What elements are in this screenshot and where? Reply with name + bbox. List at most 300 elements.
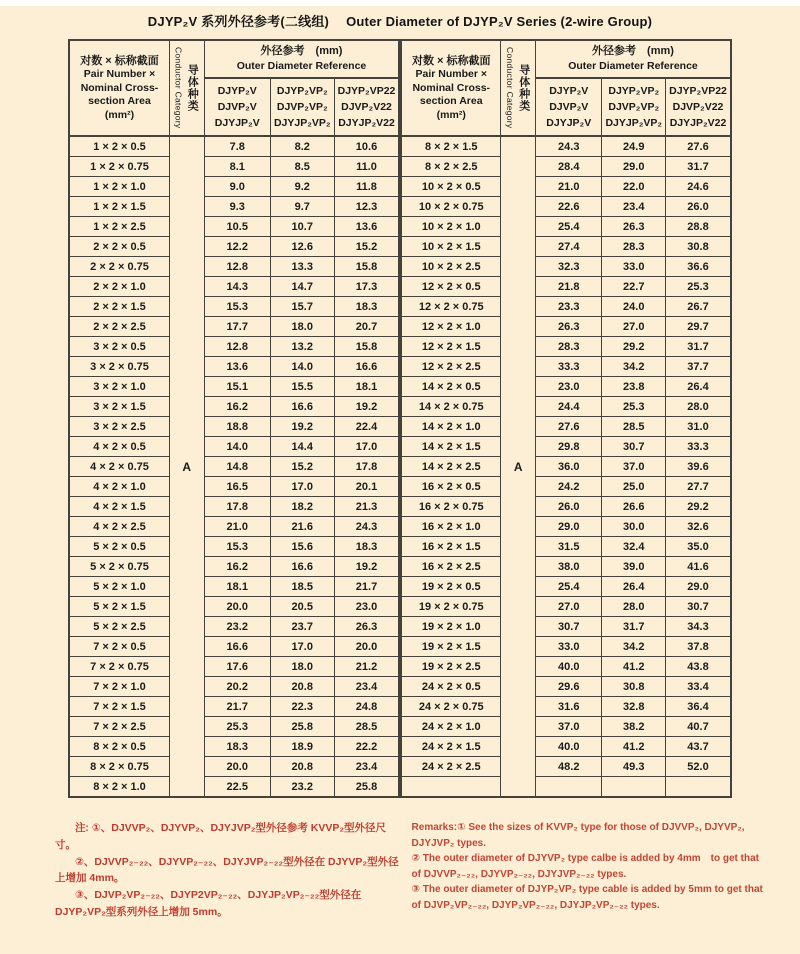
diameter-value-cell: 14.0 xyxy=(270,357,334,377)
table-row xyxy=(401,557,731,577)
diameter-value-cell: 30.7 xyxy=(666,597,731,617)
diameter-value-cell: 23.2 xyxy=(204,617,270,637)
table-row xyxy=(69,237,399,257)
type-column-header xyxy=(334,78,399,136)
table-row xyxy=(69,157,399,177)
type-name: DJYJP₂VP₂ xyxy=(605,117,663,130)
pair-size-cell: 16 × 2 × 1.5 xyxy=(401,537,501,557)
diameter-value-cell: 31.7 xyxy=(666,157,731,177)
diameter-value-cell: 15.5 xyxy=(270,377,334,397)
pair-header-line: (mm²) xyxy=(104,108,135,121)
pair-size-cell: 10 × 2 × 0.75 xyxy=(401,197,501,217)
type-name: DJYJP₂V xyxy=(214,117,260,130)
remarks-english xyxy=(412,820,770,921)
diameter-value-cell: 23.7 xyxy=(270,617,334,637)
table-row xyxy=(401,317,731,337)
pair-size-cell: 16 × 2 × 0.5 xyxy=(401,477,501,497)
table-row xyxy=(401,237,731,257)
diameter-value-cell: 19.2 xyxy=(334,397,399,417)
diameter-value-cell: 15.1 xyxy=(204,377,270,397)
diameter-value-cell: 20.8 xyxy=(270,757,334,777)
diameter-value-cell: 18.3 xyxy=(204,737,270,757)
pair-size-cell: 7 × 2 × 1.5 xyxy=(69,697,169,717)
diameter-value-cell: 18.5 xyxy=(270,577,334,597)
diameter-value-cell: 37.0 xyxy=(602,457,666,477)
diameter-value-cell: 22.4 xyxy=(334,417,399,437)
diameter-value-cell: 24.9 xyxy=(602,136,666,157)
diameter-value-cell: 27.0 xyxy=(536,597,602,617)
table-row xyxy=(401,417,731,437)
diameter-value-cell: 34.3 xyxy=(666,617,731,637)
type-name: DJVP₂V xyxy=(549,100,589,113)
pair-size-cell: 8 × 2 × 1.0 xyxy=(69,777,169,798)
diameter-value-cell: 18.0 xyxy=(270,657,334,677)
diameter-value-cell: 31.7 xyxy=(666,337,731,357)
table-row xyxy=(69,377,399,397)
diameter-value-cell: 23.8 xyxy=(602,377,666,397)
pair-size-cell: 12 × 2 × 0.75 xyxy=(401,297,501,317)
type-column-header xyxy=(536,78,602,136)
table-row xyxy=(69,777,399,798)
pair-size-cell: 1 × 2 × 1.5 xyxy=(69,197,169,217)
diameter-value-cell: 25.3 xyxy=(204,717,270,737)
pair-size-cell: 10 × 2 × 1.5 xyxy=(401,237,501,257)
diameter-value-cell: 9.2 xyxy=(270,177,334,197)
diameter-value-cell: 9.7 xyxy=(270,197,334,217)
pair-size-cell: 14 × 2 × 0.5 xyxy=(401,377,501,397)
diameter-value-cell: 37.8 xyxy=(666,637,731,657)
diameter-table-left xyxy=(68,39,400,798)
diameter-value-cell: 28.5 xyxy=(602,417,666,437)
table-body-left xyxy=(69,136,399,797)
diameter-value-cell: 39.0 xyxy=(602,557,666,577)
table-row xyxy=(401,437,731,457)
type-column-header xyxy=(602,78,666,136)
pair-size-cell: 5 × 2 × 1.5 xyxy=(69,597,169,617)
table-row xyxy=(69,737,399,757)
diameter-value-cell: 35.0 xyxy=(666,537,731,557)
conductor-category-value: A xyxy=(169,136,204,797)
pair-size-cell: 5 × 2 × 2.5 xyxy=(69,617,169,637)
pair-size-cell xyxy=(401,777,501,798)
pair-size-cell: 16 × 2 × 2.5 xyxy=(401,557,501,577)
table-row xyxy=(69,477,399,497)
table-header xyxy=(69,40,399,136)
pair-header-line: (mm²) xyxy=(436,108,466,121)
diameter-value-cell: 32.8 xyxy=(602,697,666,717)
type-name: DJYJP₂V22 xyxy=(338,117,395,130)
diameter-value-cell: 37.0 xyxy=(536,717,602,737)
diameter-value-cell: 36.4 xyxy=(666,697,731,717)
table-row xyxy=(69,417,399,437)
table-row xyxy=(69,677,399,697)
diameter-value-cell: 49.3 xyxy=(602,757,666,777)
diameter-value-cell: 26.4 xyxy=(602,577,666,597)
note-zh-2: ②、DJVVP₂₋₂₂、DJYVP₂₋₂₂、DJYJVP₂₋₂₂型外径在 DJYVP₂型外径上增加 4mm。 xyxy=(55,855,399,885)
conductor-header-zh: 导体种类 xyxy=(186,64,199,112)
diameter-value-cell: 17.0 xyxy=(270,637,334,657)
diameter-value-cell: 15.2 xyxy=(270,457,334,477)
diameter-value-cell: 28.3 xyxy=(602,237,666,257)
type-name: DJVP₂V22 xyxy=(672,100,724,113)
outer-diameter-header xyxy=(536,40,731,78)
table-row xyxy=(401,197,731,217)
diameter-value-cell: 16.2 xyxy=(204,557,270,577)
diameter-value-cell: 17.0 xyxy=(270,477,334,497)
diameter-value-cell: 14.4 xyxy=(270,437,334,457)
pair-size-cell: 7 × 2 × 2.5 xyxy=(69,717,169,737)
diameter-value-cell: 12.8 xyxy=(204,257,270,277)
pair-size-cell: 8 × 2 × 1.5 xyxy=(401,136,501,157)
pair-size-cell: 12 × 2 × 1.5 xyxy=(401,337,501,357)
diameter-value-cell: 25.8 xyxy=(270,717,334,737)
diameter-value-cell: 8.1 xyxy=(204,157,270,177)
table-row xyxy=(401,297,731,317)
diameter-value-cell: 15.6 xyxy=(270,537,334,557)
table-row xyxy=(69,617,399,637)
diameter-value-cell: 26.7 xyxy=(666,297,731,317)
diameter-value-cell: 16.6 xyxy=(270,557,334,577)
diameter-value-cell: 15.7 xyxy=(270,297,334,317)
diameter-value-cell: 10.5 xyxy=(204,217,270,237)
diameter-value-cell: 17.0 xyxy=(334,437,399,457)
diameter-value-cell: 25.3 xyxy=(602,397,666,417)
pair-size-cell: 19 × 2 × 2.5 xyxy=(401,657,501,677)
type-column-header xyxy=(270,78,334,136)
diameter-value-cell: 24.8 xyxy=(334,697,399,717)
diameter-value-cell: 21.6 xyxy=(270,517,334,537)
table-row xyxy=(401,377,731,397)
table-row xyxy=(69,537,399,557)
diameter-value-cell: 25.8 xyxy=(334,777,399,798)
table-row xyxy=(401,177,731,197)
pair-size-cell: 10 × 2 × 2.5 xyxy=(401,257,501,277)
table-row xyxy=(69,697,399,717)
table-row xyxy=(69,517,399,537)
pair-size-cell: 12 × 2 × 2.5 xyxy=(401,357,501,377)
diameter-value-cell: 20.2 xyxy=(204,677,270,697)
type-name: DJVP₂V22 xyxy=(341,100,392,113)
diameter-value-cell: 27.4 xyxy=(536,237,602,257)
table-row xyxy=(401,217,731,237)
diameter-value-cell xyxy=(666,777,731,798)
diameter-value-cell: 23.4 xyxy=(334,757,399,777)
diameter-value-cell: 30.7 xyxy=(536,617,602,637)
diameter-value-cell: 13.6 xyxy=(334,217,399,237)
pair-size-cell: 3 × 2 × 1.5 xyxy=(69,397,169,417)
diameter-value-cell: 13.2 xyxy=(270,337,334,357)
diameter-value-cell: 26.3 xyxy=(536,317,602,337)
diameter-value-cell: 9.3 xyxy=(204,197,270,217)
diameter-value-cell: 32.6 xyxy=(666,517,731,537)
type-name: DJYP₂V xyxy=(217,84,257,97)
table-row xyxy=(69,357,399,377)
diameter-value-cell: 15.8 xyxy=(334,257,399,277)
diameter-value-cell: 15.3 xyxy=(204,297,270,317)
pair-size-cell: 7 × 2 × 0.5 xyxy=(69,637,169,657)
pair-size-cell: 19 × 2 × 0.5 xyxy=(401,577,501,597)
diameter-value-cell: 14.0 xyxy=(204,437,270,457)
diameter-value-cell: 33.3 xyxy=(536,357,602,377)
type-name: DJYP₂VP₂ xyxy=(276,84,328,97)
pair-header-line: section Area xyxy=(419,95,483,108)
diameter-value-cell: 27.7 xyxy=(666,477,731,497)
pair-size-cell: 7 × 2 × 1.0 xyxy=(69,677,169,697)
notes-chinese xyxy=(55,820,402,921)
diameter-value-cell: 29.2 xyxy=(602,337,666,357)
note-zh-1: 注: ①、DJVVP₂、DJYVP₂、DJYJVP₂型外径参考 KVVP₂型外径尺寸。 xyxy=(55,822,387,851)
table-row xyxy=(69,557,399,577)
diameter-value-cell: 33.0 xyxy=(602,257,666,277)
pair-header-line: Nominal Cross- xyxy=(412,81,491,94)
diameter-value-cell: 39.6 xyxy=(666,457,731,477)
diameter-value-cell: 12.6 xyxy=(270,237,334,257)
type-name: DJVP₂VP₂ xyxy=(276,100,328,113)
type-column-header xyxy=(666,78,731,136)
diameter-value-cell: 20.0 xyxy=(334,637,399,657)
table-row xyxy=(69,637,399,657)
pair-size-cell: 5 × 2 × 0.75 xyxy=(69,557,169,577)
table-row xyxy=(401,497,731,517)
pair-size-cell: 8 × 2 × 2.5 xyxy=(401,157,501,177)
diameter-value-cell: 10.6 xyxy=(334,136,399,157)
diameter-value-cell: 24.2 xyxy=(536,477,602,497)
diameter-value-cell: 21.0 xyxy=(204,517,270,537)
conductor-category-header xyxy=(169,40,204,136)
diameter-value-cell: 31.6 xyxy=(536,697,602,717)
table-row xyxy=(69,177,399,197)
table-row xyxy=(401,337,731,357)
diameter-value-cell: 12.8 xyxy=(204,337,270,357)
outer-diameter-header-en: Outer Diameter Reference xyxy=(236,60,367,73)
table-row xyxy=(69,136,399,157)
diameter-value-cell: 33.4 xyxy=(666,677,731,697)
diameter-value-cell: 48.2 xyxy=(536,757,602,777)
diameter-value-cell: 28.5 xyxy=(334,717,399,737)
diameter-value-cell: 18.3 xyxy=(334,537,399,557)
diameter-value-cell: 27.0 xyxy=(602,317,666,337)
pair-size-cell: 24 × 2 × 0.5 xyxy=(401,677,501,697)
diameter-value-cell: 22.2 xyxy=(334,737,399,757)
table-header xyxy=(401,40,731,136)
pair-size-cell: 1 × 2 × 0.75 xyxy=(69,157,169,177)
pair-header-line: Pair Number × xyxy=(83,67,156,80)
diameter-value-cell: 38.2 xyxy=(602,717,666,737)
diameter-value-cell: 27.6 xyxy=(666,136,731,157)
diameter-value-cell: 43.7 xyxy=(666,737,731,757)
diameter-value-cell: 13.3 xyxy=(270,257,334,277)
diameter-value-cell: 27.6 xyxy=(536,417,602,437)
diameter-value-cell: 31.5 xyxy=(536,537,602,557)
pair-size-cell: 19 × 2 × 1.0 xyxy=(401,617,501,637)
table-row xyxy=(401,577,731,597)
pair-size-cell: 2 × 2 × 1.5 xyxy=(69,297,169,317)
diameter-value-cell: 41.2 xyxy=(602,737,666,757)
table-row xyxy=(401,757,731,777)
pair-size-cell: 12 × 2 × 1.0 xyxy=(401,317,501,337)
pair-size-cell: 24 × 2 × 0.75 xyxy=(401,697,501,717)
diameter-value-cell: 17.8 xyxy=(204,497,270,517)
pair-header-line: section Area xyxy=(88,95,151,108)
note-zh-3: ③、DJVP₂VP₂₋₂₂、DJYP2VP₂₋₂₂、DJYJP₂VP₂₋₂₂型外径在 DJYP₂VP₂型系列外径上增加 5mm。 xyxy=(55,889,362,918)
pair-size-cell: 2 × 2 × 1.0 xyxy=(69,277,169,297)
diameter-value-cell: 12.2 xyxy=(204,237,270,257)
diameter-value-cell: 26.3 xyxy=(334,617,399,637)
pair-size-cell: 1 × 2 × 0.5 xyxy=(69,136,169,157)
diameter-value-cell: 22.6 xyxy=(536,197,602,217)
pair-size-cell: 16 × 2 × 1.0 xyxy=(401,517,501,537)
table-row xyxy=(401,617,731,637)
diameter-value-cell: 8.5 xyxy=(270,157,334,177)
diameter-value-cell: 43.8 xyxy=(666,657,731,677)
conductor-category-header xyxy=(501,40,536,136)
table-row xyxy=(69,337,399,357)
diameter-value-cell: 18.8 xyxy=(204,417,270,437)
diameter-value-cell: 29.0 xyxy=(536,517,602,537)
pair-size-cell: 8 × 2 × 0.5 xyxy=(69,737,169,757)
conductor-header-en: Conductor Category xyxy=(504,47,515,129)
diameter-value-cell: 14.7 xyxy=(270,277,334,297)
diameter-value-cell: 16.6 xyxy=(270,397,334,417)
diameter-value-cell: 32.4 xyxy=(602,537,666,557)
table-row xyxy=(401,477,731,497)
diameter-value-cell: 20.7 xyxy=(334,317,399,337)
table-row xyxy=(401,257,731,277)
pair-size-cell: 5 × 2 × 0.5 xyxy=(69,537,169,557)
pair-size-cell: 3 × 2 × 0.5 xyxy=(69,337,169,357)
diameter-value-cell: 26.0 xyxy=(666,197,731,217)
pair-size-cell: 14 × 2 × 0.75 xyxy=(401,397,501,417)
type-name: DJYP₂VP22 xyxy=(669,84,727,97)
remark-en-3: ③ The outer diameter of DJYP₂VP₂ type cable is added by 5mm to get that of DJVP₂VP₂₋₂₂, DJYP₂VP₂₋₂₂, DJYJP₂VP₂₋₂₂ types. xyxy=(411,884,763,911)
diameter-value-cell: 37.7 xyxy=(666,357,731,377)
diameter-value-cell: 28.4 xyxy=(536,157,602,177)
pair-size-cell: 1 × 2 × 1.0 xyxy=(69,177,169,197)
pair-size-cell: 14 × 2 × 1.5 xyxy=(401,437,501,457)
diameter-value-cell: 20.1 xyxy=(334,477,399,497)
table-row xyxy=(401,157,731,177)
remark-en-1: Remarks:① See the sizes of KVVP₂ type for those of DJVVP₂, DJYVP₂, DJYJVP₂ types. xyxy=(411,822,745,849)
table-row xyxy=(69,197,399,217)
pair-size-cell: 19 × 2 × 1.5 xyxy=(401,637,501,657)
diameter-value-cell: 17.6 xyxy=(204,657,270,677)
diameter-value-cell: 30.8 xyxy=(602,677,666,697)
table-row xyxy=(69,657,399,677)
diameter-value-cell: 23.4 xyxy=(602,197,666,217)
diameter-value-cell: 29.7 xyxy=(666,317,731,337)
pair-size-cell: 4 × 2 × 1.0 xyxy=(69,477,169,497)
diameter-value-cell: 16.5 xyxy=(204,477,270,497)
diameter-value-cell: 21.7 xyxy=(204,697,270,717)
type-name: DJVP₂V xyxy=(217,100,257,113)
diameter-value-cell: 18.2 xyxy=(270,497,334,517)
page-title: DJYP₂V 系列外径参考(二线组) Outer Diameter of DJYP₂V Series (2-wire Group) xyxy=(147,14,653,29)
diameter-value-cell: 16.6 xyxy=(334,357,399,377)
table-row xyxy=(401,657,731,677)
pair-size-cell: 12 × 2 × 0.5 xyxy=(401,277,501,297)
diameter-value-cell: 22.3 xyxy=(270,697,334,717)
table-row xyxy=(69,277,399,297)
pair-size-cell: 24 × 2 × 1.0 xyxy=(401,717,501,737)
diameter-value-cell: 19.2 xyxy=(270,417,334,437)
diameter-value-cell: 40.0 xyxy=(536,657,602,677)
conductor-header-en: Conductor Category xyxy=(173,47,184,129)
diameter-value-cell: 16.2 xyxy=(204,397,270,417)
pair-size-cell: 5 × 2 × 1.0 xyxy=(69,577,169,597)
table-row xyxy=(69,297,399,317)
pair-size-cell: 10 × 2 × 0.5 xyxy=(401,177,501,197)
pair-size-cell: 16 × 2 × 0.75 xyxy=(401,497,501,517)
diameter-value-cell: 25.4 xyxy=(536,577,602,597)
outer-diameter-header-en: Outer Diameter Reference xyxy=(568,60,698,73)
diameter-value-cell: 16.6 xyxy=(204,637,270,657)
table-row xyxy=(69,437,399,457)
diameter-value-cell: 33.3 xyxy=(666,437,731,457)
diameter-value-cell: 12.3 xyxy=(334,197,399,217)
diameter-value-cell: 18.0 xyxy=(270,317,334,337)
type-name: DJYP₂V xyxy=(549,84,589,97)
pair-size-cell: 14 × 2 × 2.5 xyxy=(401,457,501,477)
diameter-value-cell: 11.0 xyxy=(334,157,399,177)
pair-size-cell: 4 × 2 × 1.5 xyxy=(69,497,169,517)
pair-size-cell: 14 × 2 × 1.0 xyxy=(401,417,501,437)
diameter-value-cell: 17.8 xyxy=(334,457,399,477)
diameter-value-cell: 29.6 xyxy=(536,677,602,697)
diameter-value-cell: 24.4 xyxy=(536,397,602,417)
pair-size-cell: 8 × 2 × 0.75 xyxy=(69,757,169,777)
table-row xyxy=(69,497,399,517)
table-row xyxy=(69,217,399,237)
diameter-value-cell: 26.3 xyxy=(602,217,666,237)
pair-header-line: 对数 × 标称截面 xyxy=(80,54,159,67)
table-row xyxy=(401,136,731,157)
diameter-value-cell: 13.6 xyxy=(204,357,270,377)
diameter-value-cell: 31.7 xyxy=(602,617,666,637)
diameter-value-cell: 20.0 xyxy=(204,597,270,617)
table-row xyxy=(401,597,731,617)
pair-number-header xyxy=(69,40,169,136)
diameter-value-cell: 26.6 xyxy=(602,497,666,517)
diameter-value-cell: 15.3 xyxy=(204,537,270,557)
diameter-value-cell: 34.2 xyxy=(602,637,666,657)
table-row xyxy=(69,757,399,777)
diameter-value-cell: 18.1 xyxy=(204,577,270,597)
diameter-value-cell: 25.0 xyxy=(602,477,666,497)
diameter-value-cell: 18.1 xyxy=(334,377,399,397)
diameter-value-cell: 28.0 xyxy=(602,597,666,617)
diameter-value-cell: 26.4 xyxy=(666,377,731,397)
diameter-value-cell: 28.8 xyxy=(666,217,731,237)
diameter-value-cell: 52.0 xyxy=(666,757,731,777)
table-row xyxy=(69,717,399,737)
diameter-value-cell: 20.5 xyxy=(270,597,334,617)
outer-diameter-header xyxy=(204,40,399,78)
diameter-value-cell: 15.2 xyxy=(334,237,399,257)
diameter-value-cell: 19.2 xyxy=(334,557,399,577)
table-row xyxy=(401,457,731,477)
top-white-strip xyxy=(0,0,800,6)
type-name: DJYJP₂V22 xyxy=(669,117,727,130)
footnotes xyxy=(0,820,800,921)
diameter-value-cell: 36.6 xyxy=(666,257,731,277)
diameter-value-cell: 15.8 xyxy=(334,337,399,357)
table-row xyxy=(401,777,731,798)
diameter-value-cell: 25.4 xyxy=(536,217,602,237)
diameter-value-cell xyxy=(602,777,666,798)
pair-number-header xyxy=(401,40,501,136)
diameter-value-cell: 41.6 xyxy=(666,557,731,577)
table-row xyxy=(69,397,399,417)
